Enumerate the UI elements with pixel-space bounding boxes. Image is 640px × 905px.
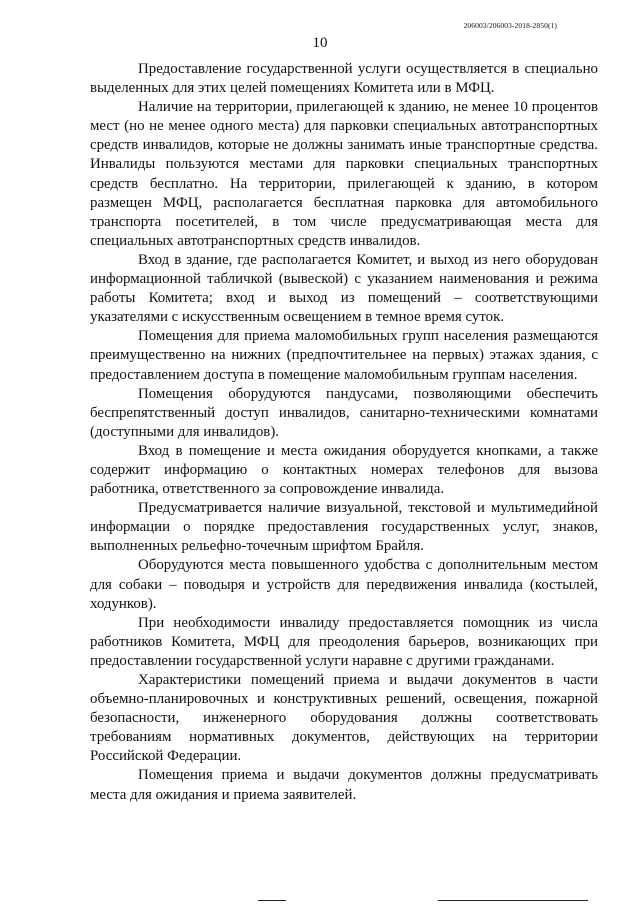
paragraph-braille: Предусматривается наличие визуальной, текстовой и мультимедийной информации о порядке предоставления государственных услуг, знаков, выполненных рельефно-точечным шрифтом Брайля.	[90, 500, 598, 555]
paragraph-low-mobility: Помещения для приема маломобильных групп населения размещаются преимущественно на нижних (предпочтительнее на первых) этажах здания, с предоставлением доступа в помещение маломобильным группам населения.	[90, 328, 598, 383]
paragraph-waiting-areas: Помещения приема и выдачи документов должны предусматривать места для ожидания и приема заявителей.	[90, 767, 598, 803]
page-number: 10	[312, 35, 328, 51]
document-body	[90, 60, 598, 805]
scan-edge-mark	[258, 900, 286, 901]
paragraph-call-buttons: Вход в помещение и места ожидания оборудуется кнопками, а также содержит информацию о контактных номерах телефонов для вызова работника, ответственного за сопровождение инвалида.	[90, 442, 598, 498]
paragraph-parking: Наличие на территории, прилегающей к зданию, не менее 10 процентов мест (но не менее одного места) для парковки специальных автотранспортных средств инвалидов, которые не должны занимать иные транспортные средства. Инвалиды пользуются местами для парковки специальных транспортных средств бесплатно. На территории, прилегающей к зданию, в котором размещен МФЦ, располагается бесплатная парковка для автомобильного транспорта посетителей, в том числе предусматривающая места для специальных автотранспортных средств инвалидов.	[90, 99, 598, 249]
paragraph-guide-dog: Оборудуются места повышенного удобства с дополнительным местом для собаки – поводыря и устройств для передвижения инвалида (костылей, ходунков).	[90, 557, 598, 612]
paragraph-ramps: Помещения оборудуются пандусами, позволяющими обеспечить беспрепятственный доступ инвалидов, санитарно-техническими комнатами (доступными для инвалидов).	[90, 385, 598, 440]
document-code: 206003/206003-2018-2850(1)	[463, 21, 557, 30]
paragraph-premises: Предоставление государственной услуги осуществляется в специально выделенных для этих целей помещениях Комитета или в МФЦ.	[90, 61, 598, 97]
scan-edge-mark	[438, 900, 588, 901]
paragraph-entrance: Вход в здание, где располагается Комитет, и выход из него оборудован информационной табличкой (вывеской) с указанием наименования и режима работы Комитета; вход и выход из помещений – соответствующими указателями с искусственным освещением в темное время суток.	[90, 251, 598, 326]
paragraph-requirements: Характеристики помещений приема и выдачи документов в части объемно-планировочных и конструктивных решений, освещения, пожарной безопасности, инженерного оборудования должны соответствовать требованиям нормативных документов, действующих на территории Российской Федерации.	[90, 672, 598, 765]
paragraph-assistant: При необходимости инвалиду предоставляется помощник из числа работников Комитета, МФЦ для преодоления барьеров, возникающих при предоставлении государственной услуги наравне с другими гражданами.	[90, 614, 598, 669]
